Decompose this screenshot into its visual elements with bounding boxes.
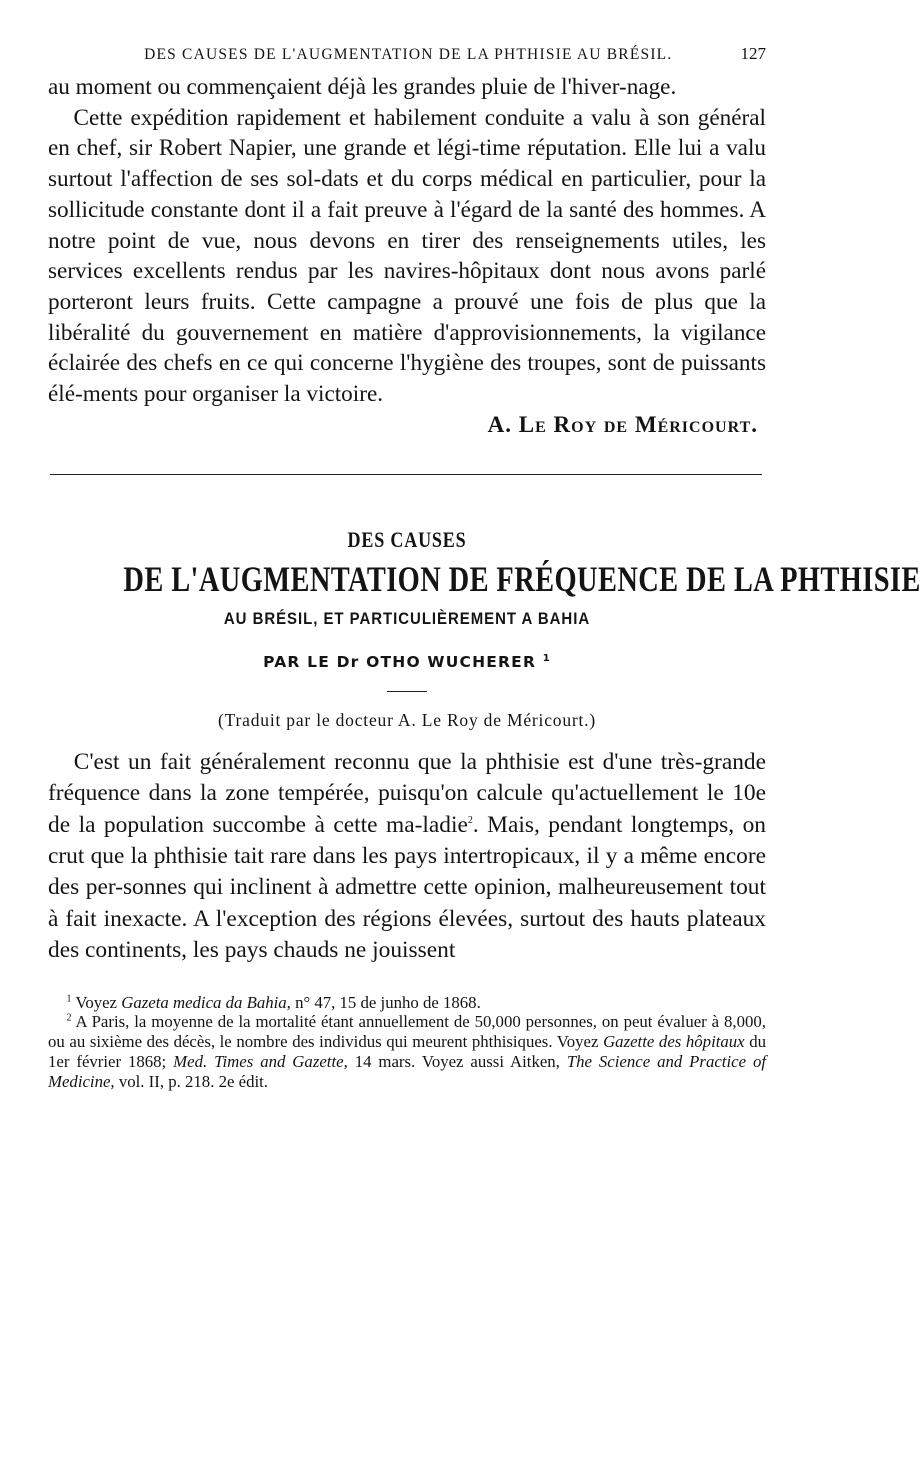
footnote-2-text-2: du 1er février 1868; xyxy=(48,1032,767,1071)
footnote-2-journal-2: Med. Times and Gazette, xyxy=(173,1051,348,1071)
intro-paragraph-2: Cette expédition rapidement et habilement conduite a valu à son général en chef, sir Robert Napier, une grande et légi-time réputation. Elle lui a valu surtout l'affection de ses sol-dats et du corps médical en particulier, pour la sollicitude constante dont il a fait preuve à l'égard de la santé des hommes. A notre point de vue, nous devons en tirer des renseignements utiles, les services excellents rendus par les navires-hôpitaux dont nous avons parlé porteront leurs fruits. Cette campagne a prouvé une fois de plus que la libéralité du gouvernement en matière d'approvisionnements, la vigilance éclairée des chefs en ce qui concerne l'hygiène des troupes, sont de puissants élé-ments pour organiser la victoire. xyxy=(48,104,766,408)
signature xyxy=(48,412,766,438)
footnote-2 xyxy=(48,1012,766,1091)
section-divider xyxy=(50,474,762,475)
author-text: PAR LE Dr OTHO WUCHERER xyxy=(263,652,537,671)
signature-name-suffix: Méricourt. xyxy=(634,411,758,437)
intro-paragraph-1: au moment ou commençaient déjà les grandes pluie de l'hiver-nage. xyxy=(48,74,677,100)
translation-credit: (Traduit par le docteur A. Le Roy de Méricourt.) xyxy=(218,709,596,730)
main-footnote-mark: 2 xyxy=(467,814,473,826)
section-title: DE L'AUGMENTATION DE FRÉQUENCE DE LA PHTHISIE xyxy=(123,558,921,599)
main-paragraph-part1: C'est un fait généralement reconnu que la phthisie est d'une très-grande fréquence dans la zone tempérée, puisqu'on calcule qu'actuellement le 10e de la population succombe à cette ma-ladie xyxy=(48,748,766,838)
footnote-1-mark: 1 xyxy=(66,992,72,1004)
footnote-1-text-after: n° 47, 15 de junho de 1868. xyxy=(295,992,481,1012)
main-paragraph xyxy=(48,747,766,967)
main-paragraph-part2: . Mais, pendant longtemps, on crut que la phthisie tait rare dans les pays intertropicaux, il y a même encore des per-sonnes qui inclinent à admettre cette opinion, malheureusement tout à fait inexacte. A l'exception des régions élevées, surtout des hauts plateaux des continents, les pays chauds ne jouissent xyxy=(48,811,767,964)
signature-initial: A. xyxy=(487,411,512,437)
footnote-2-book: The Science and Practice of Medicine, xyxy=(48,1051,767,1091)
footnote-2-mark: 2 xyxy=(66,1012,72,1024)
author-footnote-mark: 1 xyxy=(542,652,551,664)
section-kicker: DES CAUSES xyxy=(347,526,467,552)
footnotes xyxy=(48,993,766,1092)
footnote-2-journal-1: Gazette des hôpitaux xyxy=(603,1032,745,1052)
signature-name-prefix: Le Roy de xyxy=(518,411,629,437)
section-subtitle: AU BRÉSIL, ET PARTICULIÈREMENT A BAHIA xyxy=(223,608,591,628)
footnote-1-journal: Gazeta medica da Bahia, xyxy=(121,992,291,1012)
footnote-1-text-before: Voyez xyxy=(75,992,118,1012)
footnote-2-text-3: 14 mars. Voyez aussi Aitken, xyxy=(354,1051,560,1071)
running-header xyxy=(48,44,766,64)
short-divider xyxy=(387,691,427,692)
footnote-1 xyxy=(48,993,766,1013)
running-title: DES CAUSES DE L'AUGMENTATION DE LA PHTHISIE AU BRÉSIL. xyxy=(144,46,673,63)
document-page xyxy=(48,44,921,1092)
author-line xyxy=(48,653,766,671)
page-number: 127 xyxy=(740,44,766,63)
footnote-2-text-1: A Paris, la moyenne de la mortalité étant annuellement de 50,000 personnes, on peut évaluer à 8,000, ou au sixième des décès, le nombre des individus qui meurent phthisiques. Voyez xyxy=(48,1012,766,1052)
footnote-2-text-4: vol. II, p. 218. 2e édit. xyxy=(118,1071,268,1091)
